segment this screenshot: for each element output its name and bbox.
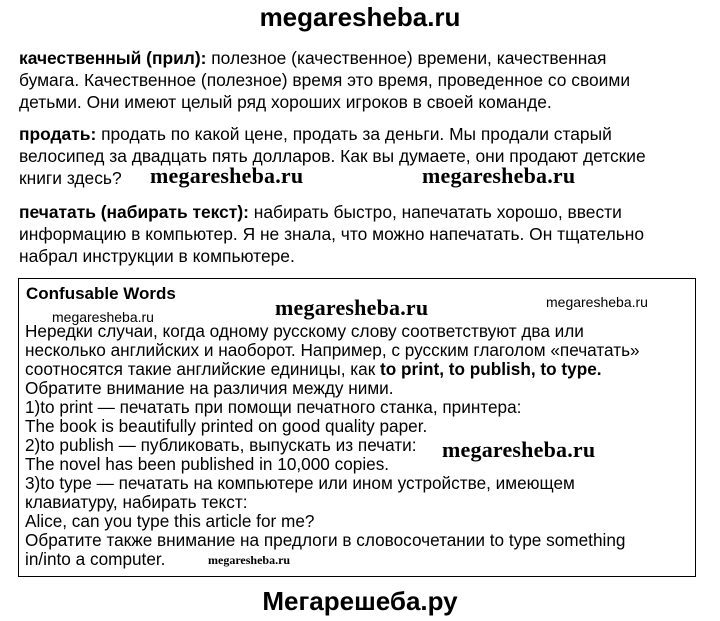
watermark: megaresheba.ru (150, 163, 304, 188)
watermark: megaresheba.ru (208, 553, 291, 567)
site-header: megaresheba.ru (259, 2, 461, 32)
entry-term: продать: (19, 124, 97, 144)
box-line: Alice, can you type this article for me? (25, 511, 315, 531)
box-line: Обратите внимание на различия между ними. (25, 378, 394, 398)
watermark: megaresheba.ru (422, 163, 576, 188)
entry-kachestvenny (19, 47, 709, 113)
box-line: 1)to print — печатать при помощи печатного станка, принтера: (25, 397, 522, 417)
watermark: megaresheba.ru (52, 309, 154, 325)
box-line: 3)to type — печатать на компьютере или ином устройстве, имеющем (25, 473, 575, 493)
box-line-text: соотносятся такие английские единицы, как (25, 359, 381, 379)
entry-text: продать по какой цене, продать за деньги. Мы продали старый (96, 124, 612, 144)
entry-text: информацию в компьютер. Я не знала, что можно напечатать. Он тщательно (19, 224, 645, 244)
box-title: Confusable Words (26, 284, 176, 303)
box-line: The novel has been published in 10,000 copies. (25, 454, 390, 474)
box-line: Обратите также внимание на предлоги в словосочетании to type something (25, 530, 626, 550)
entry-term: печатать (набирать текст): (19, 202, 249, 222)
entry-text: детьми. Они имеют целый ряд хороших игроков в своей команде. (19, 92, 552, 112)
box-line: 2)to publish — публиковать, выпускать из печати: (25, 435, 417, 455)
box-line: Нередки случаи, когда одному русскому слову соответствуют два или (25, 321, 584, 341)
entry-term: качественный (прил): (19, 48, 207, 68)
entry-text: набрал инструкции в компьютере. (19, 246, 295, 266)
box-line-bold: to print, to publish, to type. (380, 359, 602, 379)
watermark: megaresheba.ru (546, 294, 648, 310)
entry-text: полезное (качественное) времени, качественная (206, 48, 607, 68)
entry-prodat (19, 123, 709, 189)
box-line: in/into a computer. (25, 549, 166, 569)
box-line: The book is beautifully printed on good quality paper. (25, 416, 428, 436)
entry-text: книги здесь? (19, 168, 122, 188)
box-line (25, 360, 695, 379)
box-line: клавиатуру, набирать текст: (25, 492, 248, 512)
watermark: megaresheba.ru (442, 437, 596, 462)
entry-text: велосипед за двадцать пять долларов. Как вы думаете, они продают детские (19, 146, 646, 166)
entry-pechatat (19, 201, 709, 267)
site-footer: Мегарешеба.ру (262, 586, 458, 616)
watermark: megaresheba.ru (275, 295, 429, 320)
entry-text: бумага. Качественное (полезное) время это время, проведенное со своими (19, 70, 631, 90)
entry-text: набирать быстро, напечатать хорошо, ввести (248, 202, 622, 222)
box-line: несколько английских и наоборот. Например, с русским глаголом «печатать» (25, 340, 640, 360)
